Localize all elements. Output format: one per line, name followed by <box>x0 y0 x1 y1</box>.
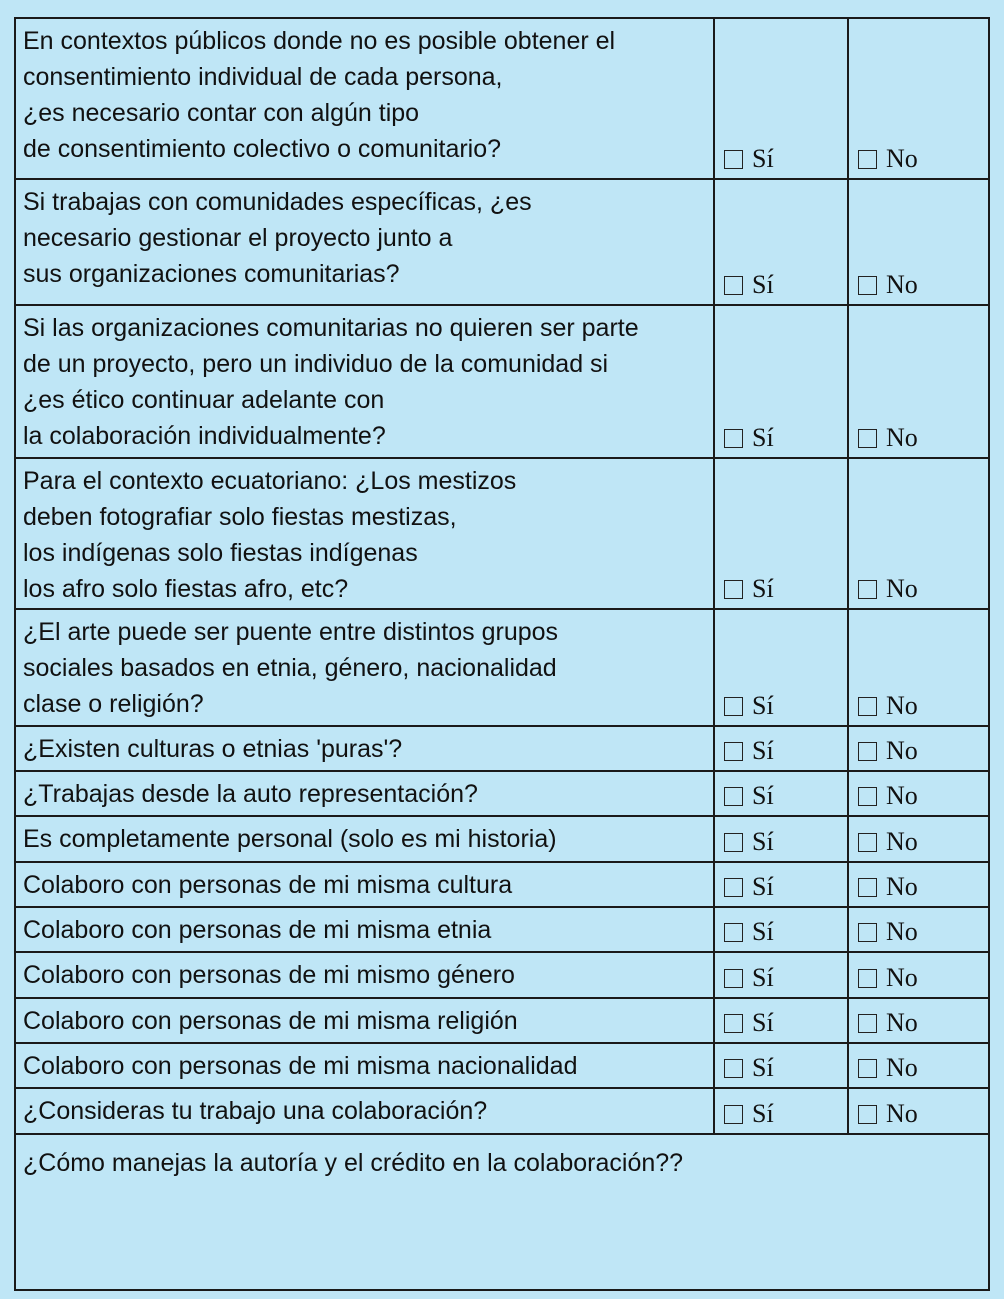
question-text: Colaboro con personas de mi misma religión <box>15 998 714 1043</box>
checkbox-si[interactable] <box>724 787 743 806</box>
option-si-label: Sí <box>752 691 774 720</box>
question-row <box>15 1043 989 1088</box>
option-no-label: No <box>886 574 918 603</box>
option-si-cell <box>714 726 848 771</box>
question-row <box>15 862 989 907</box>
option-no-label: No <box>886 1053 918 1082</box>
option-si-cell <box>714 18 848 179</box>
checkbox-no[interactable] <box>858 429 877 448</box>
checkbox-no[interactable] <box>858 697 877 716</box>
checkbox-si[interactable] <box>724 742 743 761</box>
option-no-cell <box>848 771 989 816</box>
option-si-label: Sí <box>752 1099 774 1128</box>
question-text: Colaboro con personas de mi misma etnia <box>15 907 714 952</box>
option-no-label: No <box>886 963 918 992</box>
question-text: Colaboro con personas de mi misma cultura <box>15 862 714 907</box>
option-no-label: No <box>886 1008 918 1037</box>
checkbox-no[interactable] <box>858 878 877 897</box>
checkbox-si[interactable] <box>724 429 743 448</box>
checkbox-si[interactable] <box>724 150 743 169</box>
checkbox-no[interactable] <box>858 833 877 852</box>
checkbox-no[interactable] <box>858 787 877 806</box>
checkbox-no[interactable] <box>858 742 877 761</box>
option-si-cell <box>714 1043 848 1088</box>
question-row <box>15 952 989 998</box>
option-no-cell <box>848 907 989 952</box>
question-text: ¿Consideras tu trabajo una colaboración? <box>15 1088 714 1134</box>
questionnaire-table <box>14 17 990 1291</box>
question-text: Es completamente personal (solo es mi historia) <box>15 816 714 862</box>
question-text: Si las organizaciones comunitarias no quieren ser parte de un proyecto, pero un individuo de la comunidad si ¿es ético continuar adelante con la colaboración individualmente? <box>15 305 714 458</box>
question-row <box>15 18 989 179</box>
option-no-cell <box>848 179 989 305</box>
checkbox-no[interactable] <box>858 1014 877 1033</box>
question-text: En contextos públicos donde no es posible obtener el consentimiento individual de cada persona, ¿es necesario contar con algún tipo de consentimiento colectivo o comunitario? <box>15 18 714 179</box>
question-text: Para el contexto ecuatoriano: ¿Los mestizos deben fotografiar solo fiestas mestizas, los indígenas solo fiestas indígenas los afro solo fiestas afro, etc? <box>15 458 714 609</box>
question-text: Si trabajas con comunidades específicas, ¿es necesario gestionar el proyecto junto a sus organizaciones comunitarias? <box>15 179 714 305</box>
checkbox-si[interactable] <box>724 697 743 716</box>
option-si-label: Sí <box>752 144 774 173</box>
option-no-cell <box>848 816 989 862</box>
option-no-label: No <box>886 872 918 901</box>
option-no-label: No <box>886 1099 918 1128</box>
checkbox-no[interactable] <box>858 580 877 599</box>
question-row <box>15 179 989 305</box>
checkbox-no[interactable] <box>858 1105 877 1124</box>
question-text: ¿El arte puede ser puente entre distintos grupos sociales basados en etnia, género, nacionalidad clase o religión? <box>15 609 714 726</box>
option-si-cell <box>714 1088 848 1134</box>
final-question-row <box>15 1134 989 1290</box>
option-si-label: Sí <box>752 574 774 603</box>
checkbox-si[interactable] <box>724 878 743 897</box>
checkbox-no[interactable] <box>858 969 877 988</box>
checkbox-si[interactable] <box>724 1105 743 1124</box>
option-no-cell <box>848 998 989 1043</box>
option-si-label: Sí <box>752 1053 774 1082</box>
question-row <box>15 998 989 1043</box>
checkbox-si[interactable] <box>724 580 743 599</box>
option-no-cell <box>848 952 989 998</box>
checkbox-si[interactable] <box>724 833 743 852</box>
checkbox-si[interactable] <box>724 969 743 988</box>
option-no-cell <box>848 726 989 771</box>
option-si-cell <box>714 305 848 458</box>
final-question-text: ¿Cómo manejas la autoría y el crédito en la colaboración?? <box>23 1149 684 1177</box>
question-row <box>15 816 989 862</box>
option-si-label: Sí <box>752 917 774 946</box>
option-si-cell <box>714 816 848 862</box>
question-row <box>15 726 989 771</box>
option-no-label: No <box>886 423 918 452</box>
option-si-label: Sí <box>752 872 774 901</box>
final-question-cell[interactable] <box>15 1134 989 1290</box>
option-no-cell <box>848 1043 989 1088</box>
option-si-cell <box>714 458 848 609</box>
question-text: ¿Existen culturas o etnias 'puras'? <box>15 726 714 771</box>
checkbox-si[interactable] <box>724 276 743 295</box>
checkbox-si[interactable] <box>724 1059 743 1078</box>
option-si-cell <box>714 609 848 726</box>
option-si-label: Sí <box>752 963 774 992</box>
option-si-cell <box>714 179 848 305</box>
option-si-cell <box>714 907 848 952</box>
checkbox-no[interactable] <box>858 276 877 295</box>
question-row <box>15 609 989 726</box>
option-no-cell <box>848 305 989 458</box>
question-row <box>15 907 989 952</box>
question-row <box>15 305 989 458</box>
option-no-cell <box>848 458 989 609</box>
option-no-label: No <box>886 917 918 946</box>
option-no-label: No <box>886 144 918 173</box>
checkbox-si[interactable] <box>724 1014 743 1033</box>
option-si-label: Sí <box>752 827 774 856</box>
option-no-cell <box>848 862 989 907</box>
option-si-cell <box>714 998 848 1043</box>
checkbox-no[interactable] <box>858 923 877 942</box>
option-si-cell <box>714 771 848 816</box>
question-row <box>15 1088 989 1134</box>
option-no-label: No <box>886 691 918 720</box>
option-no-cell <box>848 1088 989 1134</box>
option-si-label: Sí <box>752 781 774 810</box>
question-text: Colaboro con personas de mi misma nacionalidad <box>15 1043 714 1088</box>
option-no-label: No <box>886 781 918 810</box>
option-si-label: Sí <box>752 423 774 452</box>
checkbox-no[interactable] <box>858 1059 877 1078</box>
checkbox-no[interactable] <box>858 150 877 169</box>
option-no-label: No <box>886 827 918 856</box>
question-row <box>15 771 989 816</box>
option-si-cell <box>714 952 848 998</box>
option-si-label: Sí <box>752 736 774 765</box>
checkbox-si[interactable] <box>724 923 743 942</box>
question-text: Colaboro con personas de mi mismo género <box>15 952 714 998</box>
option-si-cell <box>714 862 848 907</box>
option-no-cell <box>848 609 989 726</box>
option-no-label: No <box>886 736 918 765</box>
option-si-label: Sí <box>752 1008 774 1037</box>
option-si-label: Sí <box>752 270 774 299</box>
question-row <box>15 458 989 609</box>
option-no-cell <box>848 18 989 179</box>
option-no-label: No <box>886 270 918 299</box>
question-text: ¿Trabajas desde la auto representación? <box>15 771 714 816</box>
